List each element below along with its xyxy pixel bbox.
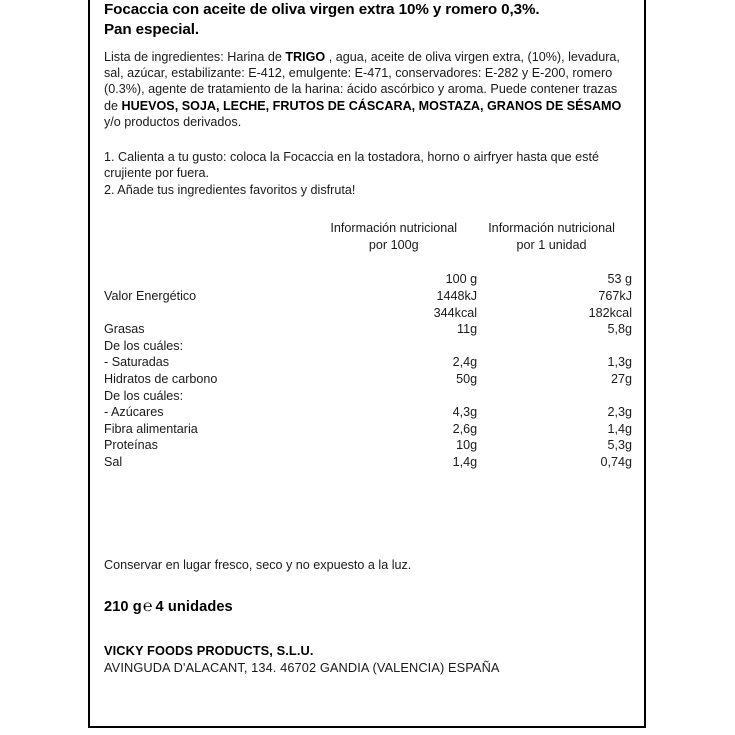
ingredient-text-segment: y/o productos derivados. (104, 114, 242, 129)
nutrition-row-label: De los cuáles: (104, 338, 184, 353)
nutrition-row (104, 288, 632, 305)
nutrition-row-value-100g: 4,3g (452, 405, 478, 420)
nutrition-row-value-100g: 2,4g (452, 355, 478, 370)
nutrition-table-header-row (104, 220, 632, 253)
nutrition-row-value-unit: 1,4g (607, 421, 632, 436)
storage-instructions: Conservar en lugar fresco, seco y no expuesto a la luz. (104, 557, 412, 572)
nutrition-serving-row (104, 271, 632, 288)
spacer-cell-label (104, 253, 316, 271)
net-weight-value: 210 g (104, 598, 142, 615)
nutrition-header-col-100g-line-1: Información nutricional (330, 221, 458, 236)
nutrition-row-value-unit: 27g (610, 371, 632, 386)
nutrition-row-value-unit: 182kcal (588, 305, 632, 320)
nutrition-row-label: Sal (104, 454, 123, 469)
manufacturer-address: AVINGUDA D'ALACANT, 134. 46702 GANDIA (VALENCIA) ESPAÑA (104, 659, 500, 675)
nutrition-row-label: Proteínas (104, 438, 158, 453)
nutrition-row-value-unit: 0,74g (600, 454, 632, 469)
nutrition-row-value-unit (477, 338, 632, 355)
nutrition-row (104, 437, 632, 454)
nutrition-row-value-unit: 5,3g (607, 438, 632, 453)
nutrition-serving-value-unit: 53 g (607, 272, 632, 287)
ingredient-allergen-emphasis: TRIGO (285, 50, 326, 64)
unit-count-value: 4 unidades (155, 598, 233, 615)
ingredient-text-segment: , agua, aceite de oliva virgen extra, (10%), levadura, sal, azúcar, estabilizante: E-412, emulgente: E-471, conservadores: E-282 y E-200, romero (0.3%), agente de tratamiento de la harina: ácido ascórbico y aroma. Puede contener trazas de (104, 50, 620, 113)
ingredient-text-segment: Lista de ingredientes: Harina de (104, 50, 286, 64)
nutrition-row (104, 371, 632, 388)
nutrition-row-label: De los cuáles: (104, 388, 184, 403)
nutrition-row-value-100g: 11g (457, 322, 478, 337)
nutrition-row-label: Grasas (104, 322, 145, 337)
spacer-cell-col2 (477, 253, 632, 271)
nutrition-header-col-unit-line-2: por 1 unidad (516, 237, 587, 252)
ingredient-allergen-emphasis: HUEVOS, SOJA, LECHE, FRUTOS DE CÁSCARA, MOSTAZA, GRANOS DE SÉSAMO (121, 98, 622, 113)
nutrition-row-value-unit: 1,3g (607, 355, 632, 370)
nutrition-row-value-unit: 2,3g (607, 405, 632, 420)
nutrition-header-spacer (104, 253, 632, 271)
nutrition-row-label (104, 305, 316, 322)
nutrition-row (104, 404, 632, 421)
nutrition-row (104, 388, 632, 405)
net-quantity-line (104, 598, 632, 616)
product-title-line-1: Focaccia con aceite de oliva virgen extra 10% y romero 0,3%. (104, 1, 540, 18)
spacer-cell-col1 (316, 253, 477, 271)
ingredients-list (104, 49, 632, 130)
nutrition-row-value-100g (316, 388, 477, 405)
nutrition-header-col-100g (316, 220, 477, 253)
product-title-line-2: Pan especial. (104, 20, 199, 38)
preparation-instructions (104, 149, 632, 198)
nutrition-header-col-unit (477, 220, 632, 253)
nutrition-row-value-100g: 1448kJ (436, 289, 478, 304)
nutrition-row-label: Valor Energético (104, 289, 197, 304)
preparation-step-1: 1. Calienta a tu gusto: coloca la Focaccia en la tostadora, horno o airfryer hasta que esté crujiente por fuera. (104, 150, 599, 181)
nutrition-header-col-100g-line-2: por 100g (368, 237, 419, 252)
nutrition-row (104, 305, 632, 322)
nutrition-row-value-100g: 2,6g (452, 421, 478, 436)
nutrition-row-label: - Saturadas (104, 355, 170, 370)
nutrition-row-value-100g: 10g (456, 438, 478, 453)
manufacturer-name: VICKY FOODS PRODUCTS, S.L.U. (104, 642, 314, 658)
product-title (104, 0, 632, 39)
nutrition-header-col-unit-line-1: Información nutricional (488, 221, 615, 236)
nutrition-row-value-unit: 5,8g (607, 322, 632, 337)
nutrition-row (104, 338, 632, 355)
nutrition-row-label: Hidratos de carbono (104, 371, 218, 386)
nutrition-serving-value-100g: 100 g (445, 272, 478, 287)
product-label-frame (88, 0, 646, 728)
nutrition-row (104, 454, 632, 471)
nutrition-row-value-100g: 50g (456, 371, 478, 386)
nutrition-row-value-100g (316, 338, 477, 355)
nutrition-row (104, 354, 632, 371)
nutrition-row-value-100g: 1,4g (452, 454, 478, 469)
nutrition-row-value-unit (477, 388, 632, 405)
nutrition-header-label (104, 220, 316, 253)
nutrition-row (104, 421, 632, 438)
nutrition-table-body (104, 220, 632, 470)
nutrition-row-label: Fibra alimentaria (104, 421, 198, 436)
nutrition-row-value-100g: 344kcal (433, 305, 478, 320)
nutrition-table-wrapper (104, 220, 632, 470)
nutrition-row-value-unit: 767kJ (598, 289, 632, 304)
nutrition-table (104, 220, 632, 470)
estimated-sign-icon: ℮ (142, 597, 153, 615)
nutrition-row-label: - Azúcares (104, 405, 164, 420)
preparation-step-2: 2. Añade tus ingredientes favoritos y disfruta! (104, 182, 356, 197)
nutrition-row (104, 321, 632, 338)
nutrition-serving-label (104, 271, 316, 288)
